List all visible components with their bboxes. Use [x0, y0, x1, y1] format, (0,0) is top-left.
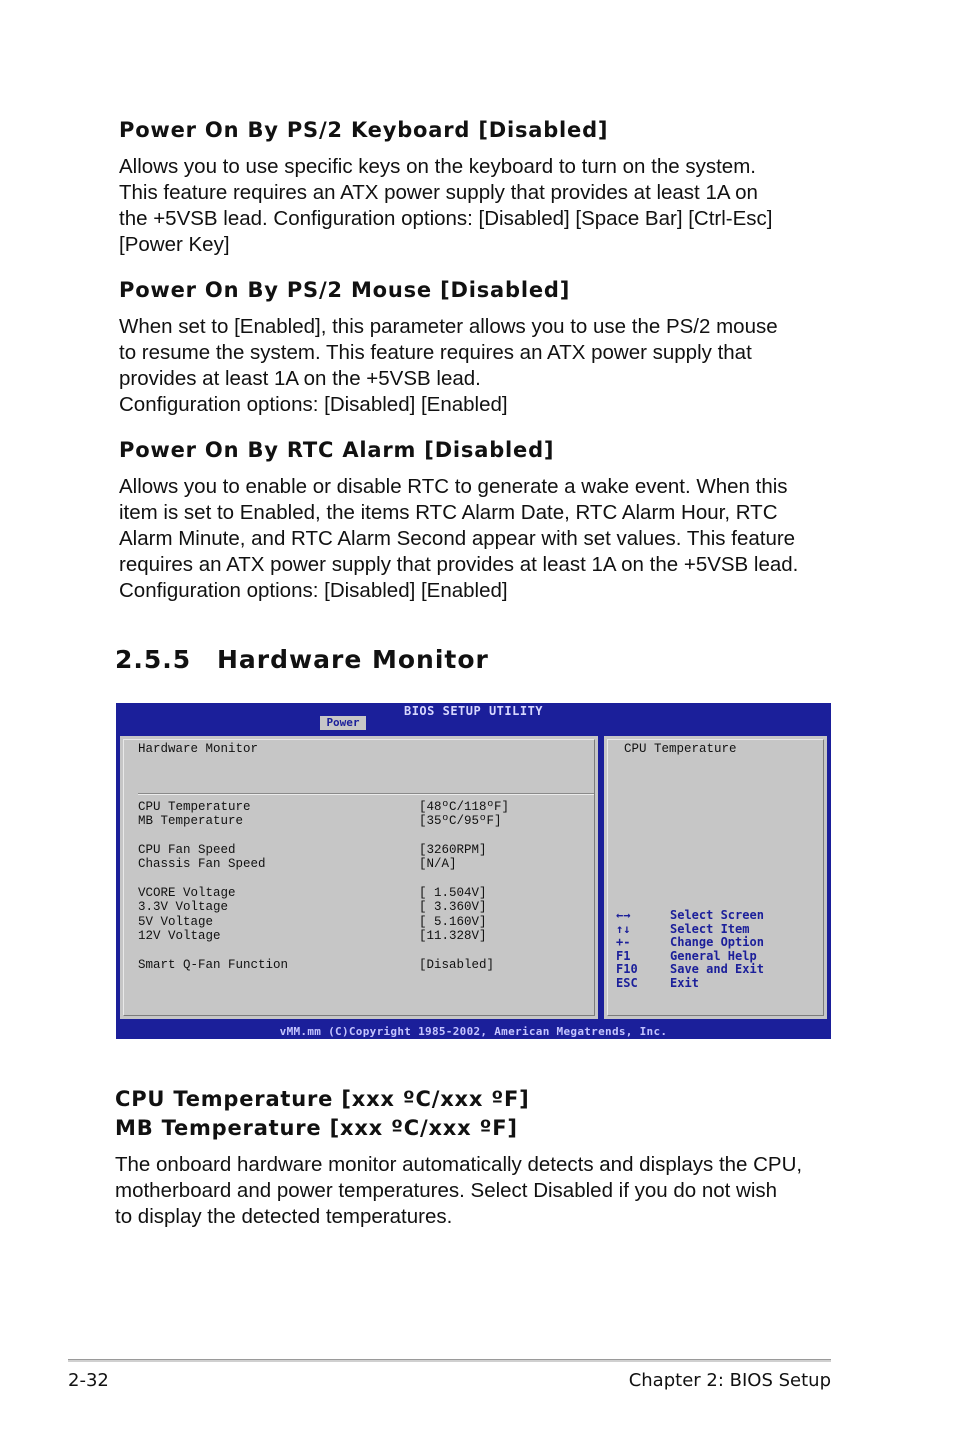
text-line: the +5VSB lead. Configuration options: [Disabled] [Space Bar] [Ctrl-Esc] [119, 207, 773, 230]
section-body-temperature [115, 1152, 835, 1230]
bios-settings-panel [118, 734, 600, 1021]
bios-title: BIOS SETUP UTILITY [403, 704, 544, 718]
bios-row-value: [ 1.504V] [419, 886, 487, 900]
section-heading-cpu-temperature: CPU Temperature [xxx ºC/xxx ºF] [115, 1087, 530, 1111]
bios-panel-bevel [123, 739, 595, 1016]
bios-panel-title: Hardware Monitor [138, 742, 259, 756]
section-heading-mb-temperature: MB Temperature [xxx ºC/xxx ºF] [115, 1116, 518, 1140]
text-line: Alarm Minute, and RTC Alarm Second appear with set values. This feature [119, 527, 796, 550]
key-action: Change Option [670, 935, 764, 949]
text-line: item is set to Enabled, the items RTC Alarm Date, RTC Alarm Hour, RTC [119, 501, 778, 524]
bios-row-label[interactable]: MB Temperature [138, 814, 244, 828]
text-line: [Power Key] [119, 233, 230, 256]
section-title-hardware-monitor [115, 645, 489, 674]
key-esc: ESC [616, 976, 638, 990]
text-line: Allows you to use specific keys on the keyboard to turn on the system. [119, 155, 756, 178]
bios-row-value: [35ºC/95ºF] [419, 814, 502, 828]
bios-row-label[interactable]: 5V Voltage [138, 915, 214, 929]
text-line: to display the detected temperatures. [115, 1205, 453, 1228]
bios-row-label[interactable]: 12V Voltage [138, 929, 221, 943]
text-line: The onboard hardware monitor automatically detects and displays the CPU, [115, 1153, 803, 1176]
bios-title-bar [116, 703, 831, 731]
bios-separator [138, 793, 594, 795]
bios-tab-power[interactable]: Power [320, 716, 366, 730]
key-arrows-ud: ↑↓ [616, 922, 631, 936]
bios-row-value[interactable]: [Disabled] [419, 958, 495, 972]
bios-copyright-footer: vMM.mm (C)Copyright 1985-2002, American Megatrends, Inc. [116, 1025, 831, 1039]
page-number: 2-32 [68, 1370, 109, 1391]
bios-help-panel [602, 734, 829, 1021]
text-line: motherboard and power temperatures. Select Disabled if you do not wish [115, 1179, 778, 1202]
text-line: to resume the system. This feature requires an ATX power supply that [119, 341, 752, 364]
bios-row-value: [ 5.160V] [419, 915, 487, 929]
text-line: Configuration options: [Disabled] [Enabled] [119, 393, 508, 416]
bios-row-value: [48ºC/118ºF] [419, 800, 510, 814]
section-title-text: Hardware Monitor [217, 645, 489, 674]
key-f10: F10 [616, 962, 638, 976]
text-line: Allows you to enable or disable RTC to generate a wake event. When this [119, 475, 788, 498]
key-arrows-lr: ←→ [616, 908, 631, 922]
key-action: Select Item [670, 922, 750, 936]
footer-divider [68, 1359, 831, 1362]
bios-row-label[interactable]: VCORE Voltage [138, 886, 236, 900]
bios-row-label[interactable]: 3.3V Voltage [138, 900, 229, 914]
bios-row-label[interactable]: CPU Temperature [138, 800, 251, 814]
bios-row-value: [3260RPM] [419, 843, 487, 857]
section-body-ps2-mouse [119, 314, 839, 418]
bios-row-label[interactable]: CPU Fan Speed [138, 843, 236, 857]
text-line: Configuration options: [Disabled] [Enabled] [119, 579, 508, 602]
text-line: provides at least 1A on the +5VSB lead. [119, 367, 481, 390]
bios-row-label[interactable]: Smart Q-Fan Function [138, 958, 289, 972]
bios-row-value: [N/A] [419, 857, 457, 871]
key-action: Exit [670, 976, 699, 990]
section-heading-ps2-mouse: Power On By PS/2 Mouse [Disabled] [119, 278, 571, 302]
section-number: 2.5.5 [115, 645, 192, 674]
bios-row-label[interactable]: Chassis Fan Speed [138, 857, 266, 871]
bios-row-value: [ 3.360V] [419, 900, 487, 914]
section-body-rtc-alarm [119, 474, 839, 604]
text-line: This feature requires an ATX power supply that provides at least 1A on [119, 181, 758, 204]
section-body-ps2-keyboard [119, 154, 839, 258]
chapter-title: Chapter 2: BIOS Setup [628, 1370, 831, 1391]
key-action: Select Screen [670, 908, 764, 922]
key-action: Save and Exit [670, 962, 764, 976]
key-plus-minus: +- [616, 935, 631, 949]
bios-screenshot [116, 703, 831, 1039]
text-line: requires an ATX power supply that provides at least 1A on the +5VSB lead. [119, 553, 799, 576]
bios-row-value: [11.328V] [419, 929, 487, 943]
section-heading-ps2-keyboard: Power On By PS/2 Keyboard [Disabled] [119, 118, 609, 142]
bios-help-title: CPU Temperature [624, 742, 737, 756]
section-heading-rtc-alarm: Power On By RTC Alarm [Disabled] [119, 438, 555, 462]
key-f1: F1 [616, 949, 631, 963]
text-line: When set to [Enabled], this parameter allows you to use the PS/2 mouse [119, 315, 778, 338]
key-action: General Help [670, 949, 757, 963]
